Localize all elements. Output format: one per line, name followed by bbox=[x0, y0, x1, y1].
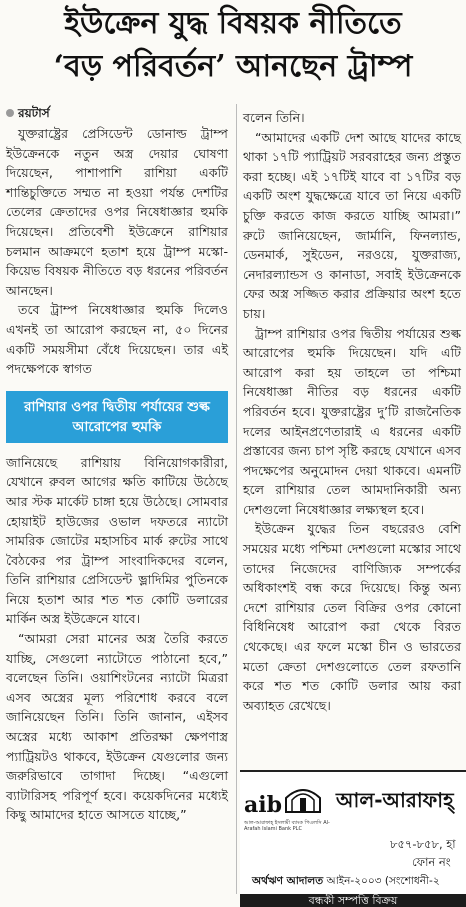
column-divider bbox=[236, 104, 237, 894]
paragraph: “আমরা সেরা মানের অস্ত্র তৈরি করতে যাচ্ছি, সেগুলো ন্যাটোতে পাঠানো হবে,” বলেছেন তিনি। ওয়াশিংটনের ন্যাটো মিত্ররা এসব অস্ত্রের মূল্য পরিশোধ করবে বলে জানিয়েছেন তিনি। তিনি জানান, এইসব অস্ত্রের মধ্যে আকাশ প্রতিরক্ষা ক্ষেপণাস্ত্র প্যাট্রিয়টও থাকবে, ইউক্রেন যেগুলোর জন্য জরুরিভাবে তাগাদা দিচ্ছে। “এগুলো ব্যাটারিসহ পরিপূর্ণ হবে। কয়েকদিনের মধ্যেই কিছু আমাদের হাতে আসতে যাচ্ছে,” bbox=[6, 631, 228, 823]
ad-footer-banner: বন্ধকী সম্পত্তি বিক্রয় bbox=[240, 894, 466, 907]
paragraph: ট্রাম্প রাশিয়ার ওপর দ্বিতীয় পর্যায়ের শুল্ক আরোপের হুমকি দিয়েছেন। যদি এটি আরোপ করা হয় তাহলে তা পশ্চিমা নিষেধাজ্ঞা নীতির বড় ধরনের একটি পরিবর্তন হবে। যুক্তরাষ্ট্রের দু’টি রাজনৈতিক দলের আইনপ্রণেতারাই এ ধরনের একটি প্রস্তাবের জন্য চাপ সৃষ্টি করছে যেখানে এসব পদক্ষেপের অনুমোদন দেয়া থাকবে। এমনটি হলে রাশিয়ার তেল আমদানিকারী অন্য দেশগুলো নিষেধাজ্ঞার লক্ষ্যস্থল হবে। bbox=[243, 325, 461, 517]
bank-logo bbox=[244, 784, 330, 834]
article-column-left bbox=[6, 104, 228, 825]
legal-notice-text: আইন-২০০৩ (সংশোধনী-২ bbox=[326, 875, 440, 887]
headline-line-2: ‘বড় পরিবর্তন’ আনছেন ট্রাম্প bbox=[53, 49, 413, 84]
logo-subtext: আল-আরাফাহ্ ইসলামী ব্যাংক পিএলসি Al-Arafah Islami Bank PLC bbox=[244, 820, 330, 832]
headline-line-1: ইউক্রেন যুদ্ধ বিষয়ক নীতিতে bbox=[64, 6, 402, 41]
legal-notice bbox=[252, 874, 440, 891]
byline bbox=[6, 104, 228, 122]
subheading: রাশিয়ার ওপর দ্বিতীয় পর্যায়ের শুল্ক আরোপের হুমকি bbox=[6, 391, 228, 443]
bank-emblem-icon bbox=[284, 784, 322, 814]
paragraph: ইউক্রেন যুদ্ধের তিন বছরেরও বেশি সময়ের মধ্যে পশ্চিমা দেশগুলো মস্কোর সাথে তাদের নিজেদের বাণিজ্যিক সম্পর্কের অধিকাংশই বন্ধ করে দিয়েছে। কিন্তু অন্য দেশে রাশিয়ার তেল বিক্রির ওপর কোনো বিধিনিষেধ আরোপ করা থেকে বিরত থেকেছে। এর ফলে মস্কো চীন ও ভারতের মতো ক্রেতা দেশগুলোতে তেল রফতানি করে শত শত কোটি ডলার আয় করা অব্যাহত রেখেছে। bbox=[243, 521, 461, 713]
paragraph: বলেন তিনি। bbox=[243, 110, 305, 125]
headline bbox=[0, 2, 466, 88]
legal-notice-prefix: অর্থঋণ আদালত bbox=[252, 875, 324, 887]
bank-phone: ফোন নং bbox=[412, 855, 451, 869]
paragraph: জানিয়েছে রাশিয়ায় বিনিয়োগকারীরা, যেখানে রুবল আগের ক্ষতি কাটিয়ে উঠেছে আর স্টক মার্কেট চাঙ্গা হয়ে উঠেছে। সোমবার হোয়াইট হাউজের ওভাল দফতরে ন্যাটো সামরিক জোটের মহাসচিব মার্ক রুটের সাথে বৈঠকের পর ট্রাম্প সাংবাদিকদের বলেন, তিনি রাশিয়ার প্রেসিডেন্ট ভ্লাদিমির পুতিনকে নিয়ে হতাশ আর শত শত কোটি ডলারের মার্কিন অস্ত্র ইউক্রেনে যাবে। bbox=[6, 454, 228, 627]
bank-advertisement bbox=[240, 770, 466, 907]
paragraph: তবে ট্রাম্প নিষেধাজ্ঞার হুমকি দিলেও এখনই তা আরোপ করছেন না, ৫০ দিনের একটি সময়সীমা বেঁধে দিয়েছেন। তার এই পদক্ষেপকে স্বাগত bbox=[6, 302, 228, 377]
byline-source: রয়টার্স bbox=[18, 106, 50, 120]
bank-name: আল-আরাফাহ্ bbox=[336, 788, 454, 812]
logo-text: aib bbox=[244, 792, 282, 818]
article-column-right bbox=[243, 108, 461, 715]
paragraph: যুক্তরাষ্ট্রের প্রেসিডেন্ট ডোনাল্ড ট্রাম্প ইউক্রেনকে নতুন অস্ত্র দেয়ার ঘোষণা দিয়েছেন, পাশাপাশি রাশিয়া একটি শান্তিচুক্তিতে সম্মত না হওয়া পর্যন্ত দেশটির তেলের ক্রেতাদের ওপর নিষেধাজ্ঞার হুমকি দিয়েছেন। প্রতিবেশী ইউক্রেনে রাশিয়ার চলমান আক্রমণে হতাশ হয়ে ট্রাম্প মস্কো-কিয়েভ বিষয়ক নীতিতে বড় ধরনের পরিবর্তন আনছেন। bbox=[6, 126, 228, 298]
bullet-icon bbox=[6, 109, 14, 117]
bank-address: ৮৫৭-৮৫৮, হা bbox=[390, 837, 456, 851]
paragraph: “আমাদের একটি দেশ আছে যাদের কাছে থাকা ১৭টি প্যাট্রিয়ট সরবরাহের জন্য প্রস্তুত করা হচ্ছে। এই ১৭টিই যাবে বা ১৭টির বড় একটি অংশ যুদ্ধক্ষেত্রে যাবে তা নিয়ে একটি চুক্তি করতে কাজ করতে যাচ্ছি আমরা।” রুটে জানিয়েছেন, জার্মানি, ফিনল্যান্ড, ডেনমার্ক, সুইডেন, নরওয়ে, যুক্তরাজ্য, নেদারল্যান্ডস ও কানাডা, সবাই ইউক্রেনকে ফের অস্ত্র সজ্জিত করার প্রক্রিয়ার অংশ হতে চায়। bbox=[243, 129, 461, 321]
